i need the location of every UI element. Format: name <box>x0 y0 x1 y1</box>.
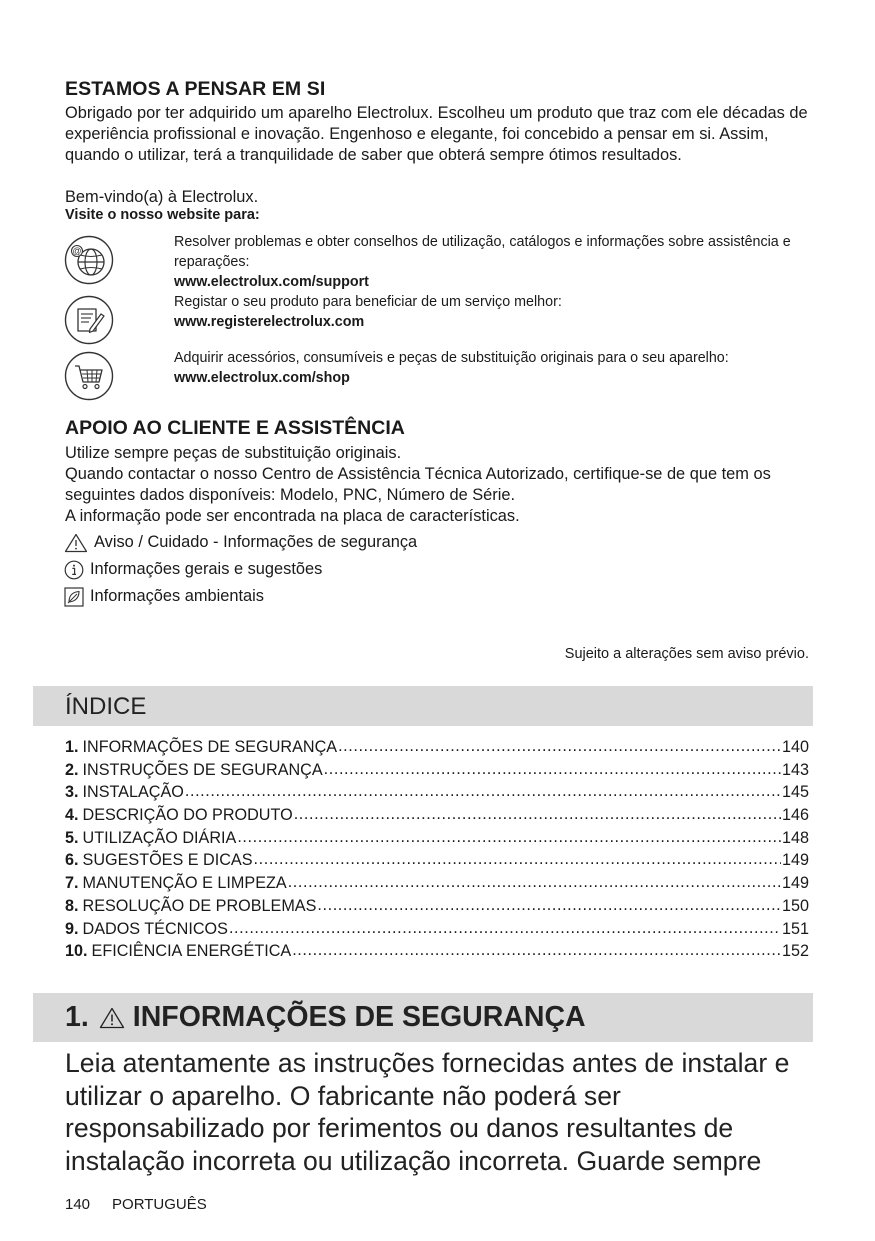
toc-item[interactable] <box>65 827 809 850</box>
warning-triangle-icon <box>64 533 88 553</box>
toc-item-page: 146 <box>781 806 809 825</box>
toc-item[interactable] <box>65 940 809 963</box>
section-1-number: 1. <box>65 1001 89 1033</box>
toc-item-label: DADOS TÉCNICOS <box>82 919 228 938</box>
change-notice: Sujeito a alterações sem aviso prévio. <box>564 646 809 662</box>
section-1-body: Leia atentamente as instruções fornecidas antes de instalar e utilizar o aparelho. O fabricante não poderá ser responsabilizado por ferimentos ou danos resultantes de instalação incorreta ou utilização incorreta. Guarde sempre <box>65 1048 790 1176</box>
footer-language: PORTUGUÊS <box>112 1196 207 1213</box>
toc-item-page: 149 <box>781 851 809 870</box>
toc-item[interactable] <box>65 804 809 827</box>
website-register-link[interactable]: www.registerelectrolux.com <box>174 314 365 330</box>
toc-dot-leader <box>324 759 781 781</box>
svg-text:@: @ <box>72 246 82 257</box>
toc-item-number: 1. <box>65 738 79 756</box>
toc-dot-leader <box>185 781 781 803</box>
visit-label: Visite o nosso website para: <box>65 207 260 223</box>
toc-item[interactable] <box>65 736 809 759</box>
toc-item-number: 7. <box>65 874 79 893</box>
support-line-2: Quando contactar o nosso Centro de Assistência Técnica Autorizado, certifique-se de que tem os seguintes dados disponíveis: Modelo, PNC, Número de Série. <box>65 465 771 504</box>
toc-dot-leader <box>254 849 781 871</box>
website-shop-block <box>174 348 814 388</box>
toc-item-number: 2. <box>65 760 79 779</box>
toc-dot-leader <box>237 827 781 849</box>
toc-item-label: DESCRIÇÃO DO PRODUTO <box>82 806 293 825</box>
section-1-heading-text: INFORMAÇÕES DE SEGURANÇA <box>132 1001 586 1033</box>
toc-item-number: 10. <box>65 942 88 961</box>
toc-dot-leader <box>294 804 781 826</box>
toc-item-page: 149 <box>781 874 809 893</box>
index-title: ÍNDICE <box>65 693 147 720</box>
toc-dot-leader <box>338 736 781 758</box>
legend-info <box>64 559 322 580</box>
website-support-text: Resolver problemas e obter conselhos de utilização, catálogos e informações sobre assistência e reparações: <box>174 234 791 270</box>
toc-item[interactable] <box>65 849 809 872</box>
page-footer <box>65 1196 207 1213</box>
legend-warning <box>64 532 417 553</box>
website-register-text: Registar o seu produto para beneficiar de um serviço melhor: <box>174 294 562 310</box>
toc-item-label: INSTRUÇÕES DE SEGURANÇA <box>82 760 323 779</box>
toc-item-page: 151 <box>781 919 809 938</box>
toc-item-number: 9. <box>65 919 79 938</box>
support-heading: APOIO AO CLIENTE E ASSISTÊNCIA <box>65 417 405 439</box>
leaf-environment-icon <box>64 587 84 607</box>
legend-info-text: Informações gerais e sugestões <box>90 560 323 578</box>
toc-item-label: INFORMAÇÕES DE SEGURANÇA <box>82 738 338 756</box>
section-1-title <box>65 1001 586 1034</box>
website-shop-text: Adquirir acessórios, consumíveis e peças de substituição originais para o seu aparelho: <box>174 350 729 366</box>
toc-item-label: RESOLUÇÃO DE PROBLEMAS <box>82 896 317 915</box>
toc-item-label: INSTALAÇÃO <box>82 783 184 802</box>
section-1-header-band <box>33 993 813 1042</box>
website-support-link[interactable]: www.electrolux.com/support <box>174 274 369 290</box>
support-line-1: Utilize sempre peças de substituição originais. <box>65 444 402 462</box>
info-circle-icon <box>64 560 84 580</box>
page-number: 140 <box>65 1196 91 1213</box>
website-support-block <box>174 232 814 292</box>
table-of-contents <box>65 736 809 963</box>
intro-heading: ESTAMOS A PENSAR EM SI <box>65 78 326 100</box>
toc-item[interactable] <box>65 918 809 941</box>
toc-item[interactable] <box>65 895 809 918</box>
toc-item-number: 6. <box>65 851 79 870</box>
toc-item-page: 152 <box>781 942 809 961</box>
globe-at-icon <box>64 235 114 285</box>
legend-environment-text: Informações ambientais <box>90 587 265 605</box>
toc-item-label: MANUTENÇÃO E LIMPEZA <box>82 874 287 893</box>
toc-item[interactable] <box>65 781 809 804</box>
toc-item-label: SUGESTÕES E DICAS <box>82 851 253 870</box>
toc-item-page: 143 <box>781 760 809 779</box>
legend-warning-text: Aviso / Cuidado - Informações de segurança <box>94 533 418 551</box>
toc-item-number: 3. <box>65 783 79 802</box>
toc-item-page: 150 <box>781 896 809 915</box>
legend-environment <box>64 586 264 607</box>
website-shop-link[interactable]: www.electrolux.com/shop <box>174 370 350 386</box>
index-header-band <box>33 686 813 726</box>
toc-item-number: 8. <box>65 896 79 915</box>
toc-dot-leader <box>292 940 781 962</box>
toc-item-number: 5. <box>65 828 79 847</box>
support-line-3: A informação pode ser encontrada na placa de características. <box>65 507 520 525</box>
toc-item-page: 140 <box>781 738 809 756</box>
intro-paragraph: Obrigado por ter adquirido um aparelho Electrolux. Escolheu um produto que traz com ele décadas de experiência profissional e inovação. Engenhoso e elegante, foi concebido a pensar em si. Assim, quando o utilizar, terá a tranquilidade de saber que obterá sempre ótimos resultados. <box>65 104 808 164</box>
shopping-cart-icon <box>64 351 114 401</box>
toc-item-page: 145 <box>781 783 809 802</box>
website-register-block <box>174 292 814 332</box>
toc-item-label: EFICIÊNCIA ENERGÉTICA <box>91 942 292 961</box>
toc-dot-leader <box>288 872 781 894</box>
warning-triangle-icon <box>99 1007 125 1029</box>
toc-item[interactable] <box>65 872 809 895</box>
toc-item-page: 148 <box>781 828 809 847</box>
toc-item-label: UTILIZAÇÃO DIÁRIA <box>82 828 237 847</box>
toc-item[interactable] <box>65 759 809 782</box>
toc-dot-leader <box>317 895 781 917</box>
welcome-text: Bem-vindo(a) à Electrolux. <box>65 188 259 206</box>
register-pen-icon <box>64 295 114 345</box>
toc-dot-leader <box>229 918 781 940</box>
toc-item-number: 4. <box>65 806 79 825</box>
